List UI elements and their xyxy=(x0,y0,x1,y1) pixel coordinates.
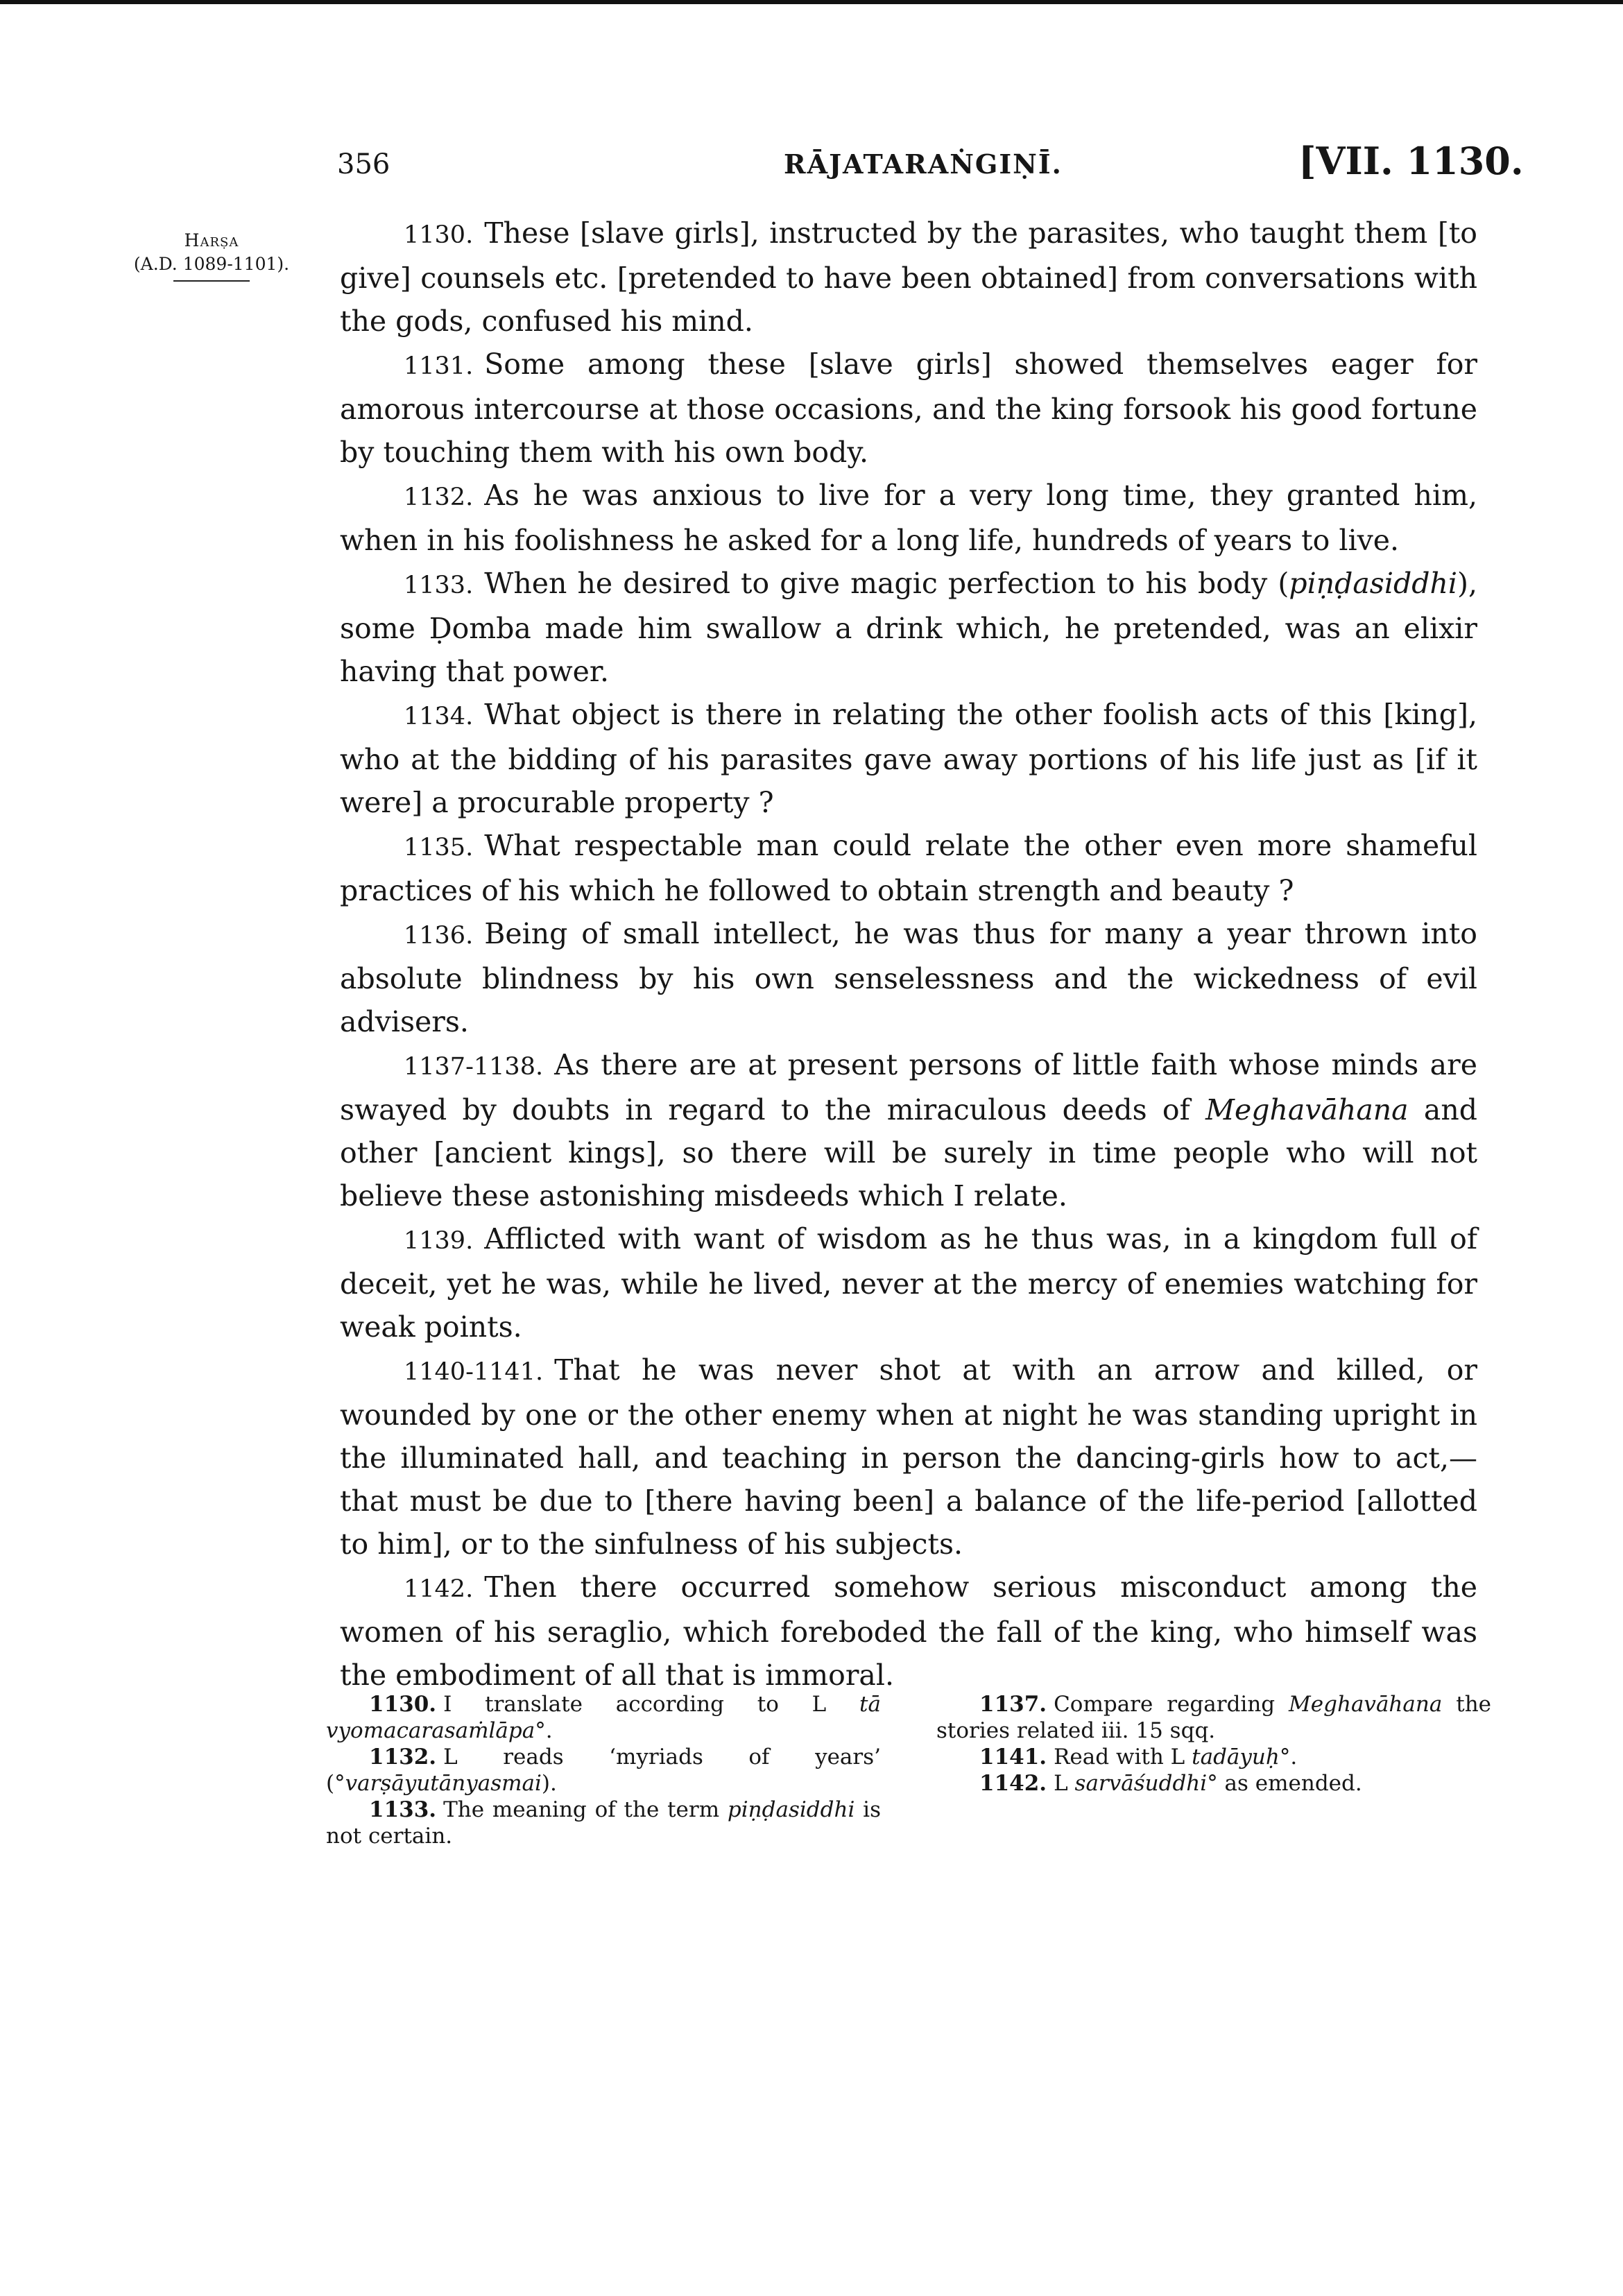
top-border-rule xyxy=(0,0,1623,4)
verse-number: 1137-1138. xyxy=(404,1053,544,1081)
running-title: RĀJATARAṄGIṆĪ. xyxy=(784,148,1063,180)
verse-text: Afflicted with want of wisdom as he thus was, in a kingdom full of deceit, yet he was, while he lived, never at the mercy of enemies watching for weak points. xyxy=(340,1222,1477,1344)
verse-paragraph xyxy=(340,1043,1477,1217)
footnote-term: piṇḍasiddhi xyxy=(727,1797,855,1822)
footnote-number: 1132. xyxy=(369,1745,437,1770)
verse-text: As there are at present persons of little faith whose minds are swayed by doubts in regard to the miraculous deeds of xyxy=(340,1048,1477,1126)
verse-text: As he was anxious to live for a very long time, they granted him, when in his foolishness he asked for a long life, hundreds of years to live. xyxy=(340,479,1477,557)
footnote xyxy=(936,1744,1491,1770)
footnote-number: 1141. xyxy=(979,1745,1047,1770)
margin-note xyxy=(111,229,312,282)
verse-number: 1135. xyxy=(404,834,474,862)
verse-text: and other [ancient kings], so there will be surely in time people who will not believe these astonishing misdeeds which I relate. xyxy=(340,1093,1477,1213)
verse-number: 1142. xyxy=(404,1575,474,1603)
main-text xyxy=(340,212,1477,1697)
verse-text: That he was never shot at with an arrow and killed, or wounded by one or the other enemy when at night he was standing upright in the illuminated hall, and teaching in person the dancing-girls how to act,—that must be due to [there having been] a balance of the life-period [allotted to him], or to the sinfulness of his subjects. xyxy=(340,1353,1477,1561)
footnote-term: tā vyomacarasaṁlāpa° xyxy=(326,1692,881,1743)
footnote-text: Compare regarding xyxy=(1054,1692,1289,1717)
footnote-term: sarvāśuddhi xyxy=(1074,1771,1208,1796)
footnotes-right-column xyxy=(936,1691,1491,1849)
verse-text: ), some Ḍomba made him swallow a drink which, he pretended, was an elixir having that power. xyxy=(340,567,1477,688)
footnote-text: ). xyxy=(541,1771,557,1796)
verse-text: Then there occurred somehow serious misconduct among the women of his seraglio, which foreboded the fall of the king, who himself was the embodiment of all that is immoral. xyxy=(340,1570,1477,1692)
verse-paragraph xyxy=(340,1217,1477,1348)
verse-paragraph xyxy=(340,1348,1477,1566)
footnotes-left-column xyxy=(326,1691,881,1849)
footnote-term: varṣāyutānyasmai xyxy=(345,1771,542,1796)
verse-paragraph xyxy=(340,474,1477,562)
verse-number: 1136. xyxy=(404,922,474,950)
footnote-text: Read with L xyxy=(1054,1745,1192,1770)
footnote-text: °. xyxy=(1279,1745,1298,1770)
verse-paragraph xyxy=(340,1566,1477,1697)
verse-number: 1132. xyxy=(404,483,474,511)
footnote-text: The meaning of the term xyxy=(443,1797,728,1822)
verse-paragraph xyxy=(340,693,1477,824)
verse-number: 1131. xyxy=(404,352,474,380)
verse-text: These [slave girls], instructed by the parasites, who taught them [to give] counsels etc. [pretended to have been obtained] from conversations with the gods, confused his mind. xyxy=(340,216,1477,338)
footnote-term: tadāyuḥ xyxy=(1192,1745,1280,1770)
footnote-text: I translate according to L xyxy=(443,1692,860,1717)
margin-note-rule xyxy=(173,280,250,282)
verse-number: 1140-1141. xyxy=(404,1358,544,1386)
verse-text: What object is there in relating the other foolish acts of this [king], who at the bidding of his parasites gave away portions of his life just as [if it were] a procurable property ? xyxy=(340,698,1477,819)
verse-text: Being of small intellect, he was thus for many a year thrown into absolute blindness by his own senselessness and the wickedness of evil advisers. xyxy=(340,917,1477,1038)
footnote-number: 1133. xyxy=(369,1797,437,1822)
verse-paragraph xyxy=(340,824,1477,912)
verse-number: 1130. xyxy=(404,221,474,249)
footnote-text: . xyxy=(545,1718,553,1743)
verse-text: When he desired to give magic perfection to his body ( xyxy=(484,567,1289,600)
footnote xyxy=(936,1770,1491,1797)
verse-number: 1134. xyxy=(404,703,474,730)
verse-number: 1139. xyxy=(404,1227,474,1255)
verse-term: Meghavāhana xyxy=(1205,1093,1409,1126)
footnote xyxy=(326,1691,881,1744)
verse-number: 1133. xyxy=(404,572,474,599)
footnote-term: Meghavāhana xyxy=(1289,1692,1443,1717)
footnote-text: the stories related iii. 15 sqq. xyxy=(936,1692,1492,1743)
footnotes xyxy=(326,1691,1491,1849)
verse-text: Some among these [slave girls] showed themselves eager for amorous intercourse at those occasions, and the king forsook his good fortune by touching them with his own body. xyxy=(340,348,1477,469)
footnote-text: is not certain. xyxy=(326,1797,882,1849)
footnote-number: 1130. xyxy=(369,1692,437,1717)
margin-note-dates: (A.D. 1089-1101). xyxy=(133,254,290,274)
margin-note-name: Harṣa xyxy=(184,230,239,250)
verse-text: What respectable man could relate the other even more shameful practices of his which he followed to obtain strength and beauty ? xyxy=(340,829,1477,907)
footnote-text: L xyxy=(1054,1771,1075,1796)
footnote-number: 1142. xyxy=(979,1771,1047,1796)
footnote-text: L reads ‘myriads of years’ (° xyxy=(326,1745,881,1796)
footnote-text: ° as emended. xyxy=(1207,1771,1362,1796)
section-reference: [VII. 1130. xyxy=(1298,139,1524,183)
footnote xyxy=(326,1744,881,1797)
verse-term: piṇḍasiddhi xyxy=(1289,567,1457,600)
verse-paragraph xyxy=(340,212,1477,343)
page-number: 356 xyxy=(337,148,390,180)
verse-paragraph xyxy=(340,343,1477,474)
verse-paragraph xyxy=(340,562,1477,693)
footnote-number: 1137. xyxy=(979,1692,1047,1717)
verse-paragraph xyxy=(340,912,1477,1043)
footnote xyxy=(936,1691,1491,1744)
footnote xyxy=(326,1797,881,1849)
